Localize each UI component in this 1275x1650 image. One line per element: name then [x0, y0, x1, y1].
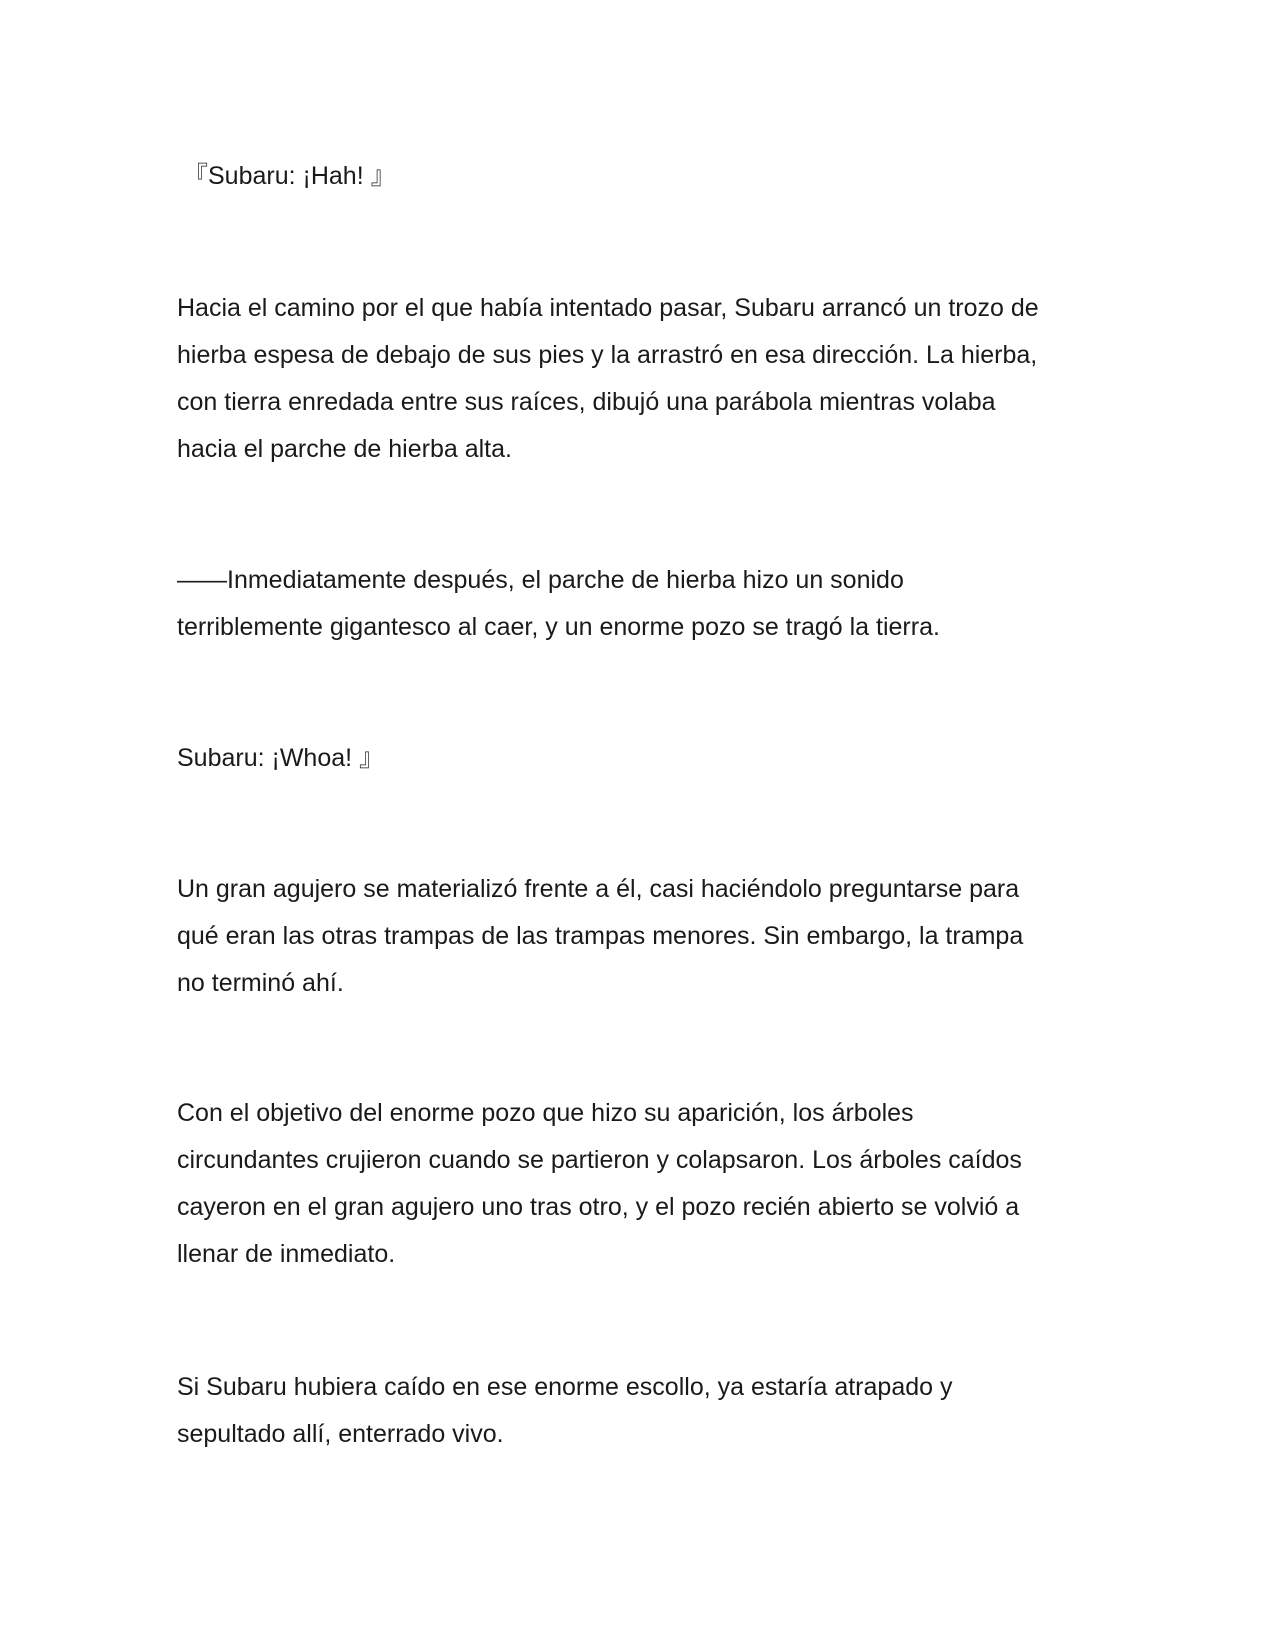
text-line: llenar de inmediato.: [177, 1240, 396, 1268]
paragraph-grass-throw: [177, 285, 1107, 473]
text-line: Con el objetivo del enorme pozo que hizo su aparición, los árboles: [177, 1099, 914, 1127]
text-line: cayeron en el gran agujero uno tras otro, y el pozo recién abierto se volvió a: [177, 1193, 1020, 1221]
text-line: sepultado allí, enterrado vivo.: [177, 1420, 504, 1448]
text-line: con tierra enredada entre sus raíces, dibujó una parábola mientras volaba: [177, 388, 996, 416]
text-line: Hacia el camino por el que había intentado pasar, Subaru arrancó un trozo de: [177, 294, 1039, 322]
text-line: Un gran agujero se materializó frente a él, casi haciéndolo preguntarse para: [177, 875, 1020, 903]
text-line: circundantes crujieron cuando se partieron y colapsaron. Los árboles caídos: [177, 1146, 1022, 1174]
paragraph-pit-collapse: [177, 557, 1107, 651]
dialogue-line-hah: [183, 153, 1113, 200]
text-line: ——Inmediatamente después, el parche de hierba hizo un sonido: [177, 566, 904, 594]
paragraph-big-hole: [177, 866, 1107, 1007]
text-line: Si Subaru hubiera caído en ese enorme escollo, ya estaría atrapado y: [177, 1373, 953, 1401]
text-line: qué eran las otras trampas de las trampas menores. Sin embargo, la trampa: [177, 922, 1024, 950]
text-line: 『Subaru: ¡Hah! 』: [183, 162, 396, 190]
text-line: hierba espesa de debajo de sus pies y la arrastró en esa dirección. La hierba,: [177, 341, 1038, 369]
text-line: Subaru: ¡Whoa! 』: [177, 744, 385, 772]
text-line: hacia el parche de hierba alta.: [177, 435, 512, 463]
text-line: no terminó ahí.: [177, 969, 344, 997]
dialogue-line-whoa: [177, 735, 1107, 782]
paragraph-buried-alive: [177, 1364, 1107, 1458]
text-line: terriblemente gigantesco al caer, y un enorme pozo se tragó la tierra.: [177, 613, 940, 641]
paragraph-falling-trees: [177, 1090, 1107, 1278]
